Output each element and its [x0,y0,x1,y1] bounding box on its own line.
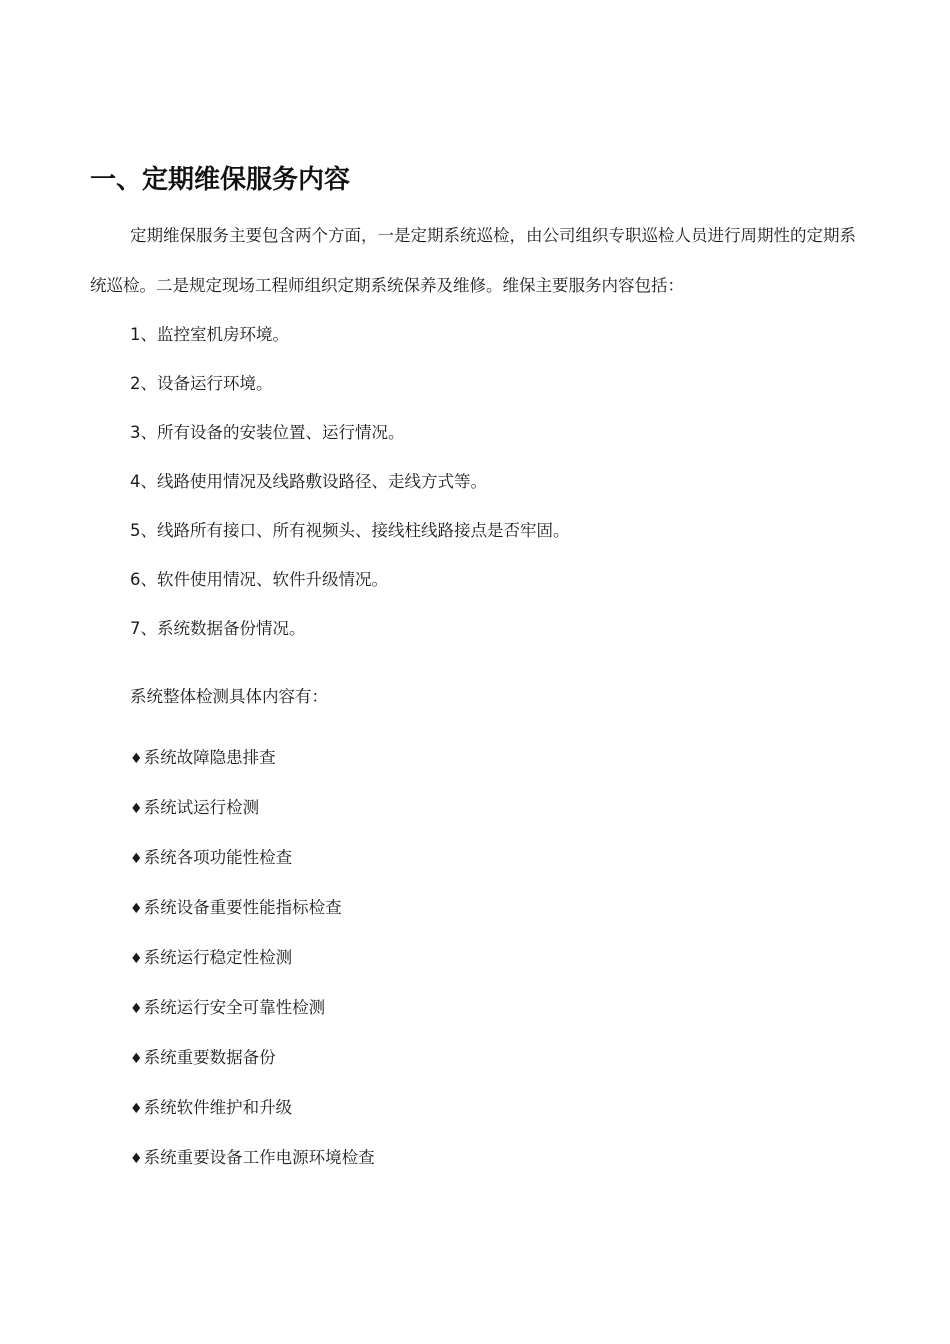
inspection-item [130,1146,375,1171]
diamond-bullet-icon: ♦ [130,1001,143,1017]
inspection-item-text: 系统重要数据备份 [143,1048,276,1067]
inspection-item-text: 系统设备重要性能指标检查 [143,898,342,917]
inspection-item [130,796,259,821]
numbered-item: 6、软件使用情况、软件升级情况。 [130,570,388,589]
inspection-item-text: 系统运行安全可靠性检测 [143,998,326,1017]
diamond-bullet-icon: ♦ [130,1151,143,1167]
inspection-item [130,746,276,771]
diamond-bullet-icon: ♦ [130,1101,143,1117]
numbered-item: 1、监控室机房环境。 [130,325,289,344]
numbered-item: 2、设备运行环境。 [130,374,273,393]
numbered-item: 7、系统数据备份情况。 [130,619,306,638]
inspection-item-text: 系统重要设备工作电源环境检查 [143,1148,375,1167]
inspection-title: 系统整体检测具体内容有： [130,687,328,706]
section-heading: 一、定期维保服务内容 [90,165,351,195]
diamond-bullet-icon: ♦ [130,951,143,967]
inspection-item-text: 系统软件维护和升级 [143,1098,293,1117]
inspection-item-text: 系统故障隐患排查 [143,748,276,767]
numbered-item: 4、线路使用情况及线路敷设路径、走线方式等。 [130,472,487,491]
numbered-item: 3、所有设备的安装位置、运行情况。 [130,423,405,442]
intro-paragraph: 定期维保服务主要包含两个方面，一是定期系统巡检，由公司组织专职巡检人员进行周期性的定期系统巡检。二是规定现场工程师组织定期系统保养及维修。维保主要服务内容包括： [90,226,856,295]
diamond-bullet-icon: ♦ [130,801,143,817]
diamond-bullet-icon: ♦ [130,1051,143,1067]
numbered-item: 5、线路所有接口、所有视频头、接线柱线路接点是否牢固。 [130,521,570,540]
diamond-bullet-icon: ♦ [130,901,143,917]
inspection-item [130,1096,292,1121]
inspection-item [130,896,342,921]
inspection-item [130,846,292,871]
inspection-item-text: 系统运行稳定性检测 [143,948,293,967]
inspection-item [130,1046,276,1071]
inspection-item-text: 系统试运行检测 [143,798,260,817]
inspection-item [130,946,292,971]
diamond-bullet-icon: ♦ [130,751,143,767]
inspection-item [130,996,325,1021]
inspection-item-text: 系统各项功能性检查 [143,848,293,867]
diamond-bullet-icon: ♦ [130,851,143,867]
